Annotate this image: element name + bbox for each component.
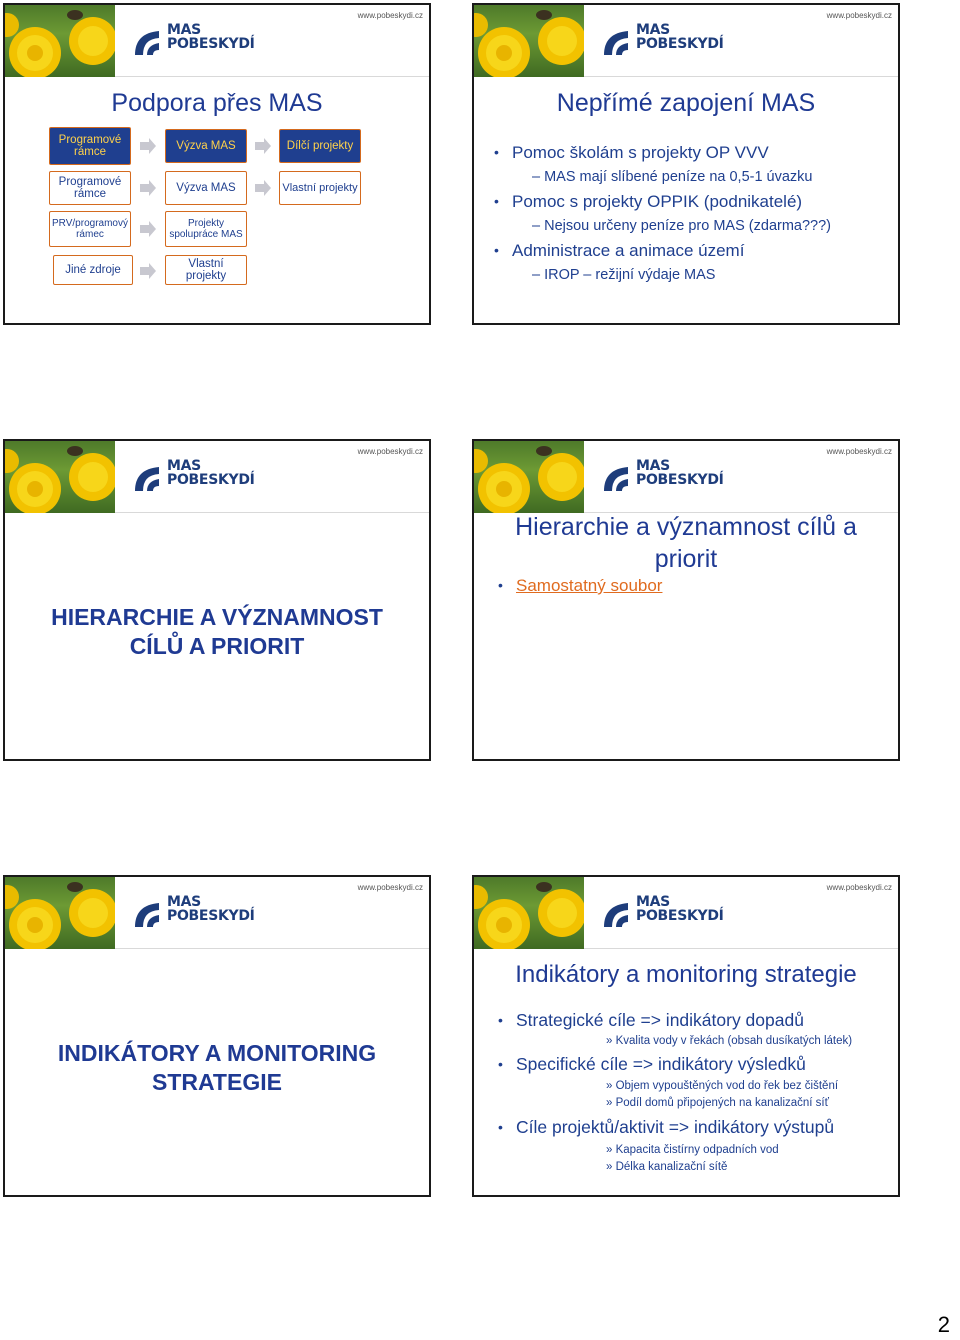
website-url: www.pobeskydi.cz (357, 11, 423, 20)
slide-title: Nepřímé zapojení MAS (556, 89, 816, 117)
arrow-right-icon (139, 179, 157, 197)
slide-header (5, 441, 429, 513)
dandelion-image (474, 877, 584, 949)
flow-box: Programové rámce (49, 171, 131, 205)
website-url: www.pobeskydi.cz (357, 447, 423, 456)
dandelion-image (474, 5, 584, 77)
slide-title: Indikátory a monitoring strategie (515, 961, 857, 988)
flow-box: Jiné zdroje (53, 255, 133, 285)
slide-podpora-pres-mas (3, 3, 431, 325)
bullet-item: • Administrace a animace území (494, 238, 888, 263)
slide-indikatory-monitoring (472, 875, 900, 1197)
slide-section-indikatory (3, 875, 431, 1197)
bullet-item: • Pomoc školám s projekty OP VVV (494, 140, 888, 165)
slide-header (474, 441, 898, 513)
sub-bullet-item: – Nejsou určeny peníze pro MAS (zdarma???) (532, 218, 832, 234)
slide-hierarchie-priorit (472, 439, 900, 761)
arrow-right-icon (254, 179, 272, 197)
mas-logo: MAS POBESKYDÍ (602, 895, 722, 939)
bullet-item: • Strategické cíle => indikátory dopadů (498, 1007, 888, 1033)
website-url: www.pobeskydi.cz (357, 883, 423, 892)
sub-sub-bullet-item: » Objem vypouštěných vod do řek bez čištění (606, 1080, 839, 1092)
mas-logo: MAS POBESKYDÍ (133, 459, 253, 503)
bullet-item: • Specifické cíle => indikátory výsledků (498, 1050, 888, 1078)
mas-logo: MAS POBESKYDÍ (133, 23, 253, 67)
slide-header (5, 5, 429, 77)
flow-box: Programové rámce (49, 127, 131, 165)
bullet-list (498, 573, 888, 598)
dandelion-image (5, 877, 115, 949)
flow-box: Projekty spolupráce MAS (165, 211, 247, 247)
page-number: 2 (937, 1312, 950, 1337)
mas-logo: MAS POBESKYDÍ (602, 459, 722, 503)
dandelion-image (474, 441, 584, 513)
bullet-item (498, 573, 888, 598)
mas-logo: MAS POBESKYDÍ (602, 23, 722, 67)
sub-sub-bullet-item: » Podíl domů připojených na kanalizační síť (606, 1097, 829, 1109)
bullet-list (498, 1007, 888, 1176)
flow-box: Vlastní projekty (279, 171, 361, 205)
samostatny-soubor-link[interactable]: Samostatný soubor (516, 576, 663, 595)
bullet-item: • Pomoc s projekty OPPIK (podnikatelé) (494, 189, 888, 214)
slide-header (5, 877, 429, 949)
website-url: www.pobeskydi.cz (826, 883, 892, 892)
slide-section-hierarchie (3, 439, 431, 761)
flow-box: PRV/programový rámec (49, 211, 131, 247)
flow-box: Výzva MAS (165, 171, 247, 205)
arrow-right-icon (139, 262, 157, 280)
flow-box: Výzva MAS (165, 129, 247, 163)
arrow-right-icon (254, 137, 272, 155)
arrow-right-icon (139, 137, 157, 155)
sub-sub-bullet-item: » Délka kanalizační sítě (606, 1161, 728, 1173)
slide-title: Podpora přes MAS (111, 89, 323, 117)
sub-bullet-item: – MAS mají slíbené peníze na 0,5-1 úvazku (532, 169, 813, 185)
sub-bullet-item: – IROP – režijní výdaje MAS (532, 267, 716, 283)
bullet-list (494, 140, 888, 287)
slide-title: Hierarchie a významnost cílů a priorit (515, 513, 857, 573)
website-url: www.pobeskydi.cz (826, 11, 892, 20)
arrow-right-icon (139, 220, 157, 238)
mas-logo: MAS POBESKYDÍ (133, 895, 253, 939)
sub-sub-bullet-item: » Kvalita vody v řekách (obsah dusíkatých látek) (606, 1035, 853, 1047)
dandelion-image (5, 5, 115, 77)
slide-header (474, 5, 898, 77)
slide-neprime-zapojeni (472, 3, 900, 325)
sub-sub-bullet-item: » Kapacita čistírny odpadních vod (606, 1144, 779, 1156)
slide-header (474, 877, 898, 949)
section-title: HIERARCHIE A VÝZNAMNOST CÍLŮ A PRIORIT (51, 604, 383, 659)
website-url: www.pobeskydi.cz (826, 447, 892, 456)
section-title: INDIKÁTORY A MONITORING STRATEGIE (57, 1040, 377, 1095)
bullet-item: • Cíle projektů/aktivit => indikátory výstupů (498, 1112, 888, 1142)
flow-box: Dílčí projekty (279, 129, 361, 163)
dandelion-image (5, 441, 115, 513)
flow-box: Vlastní projekty (165, 255, 247, 285)
